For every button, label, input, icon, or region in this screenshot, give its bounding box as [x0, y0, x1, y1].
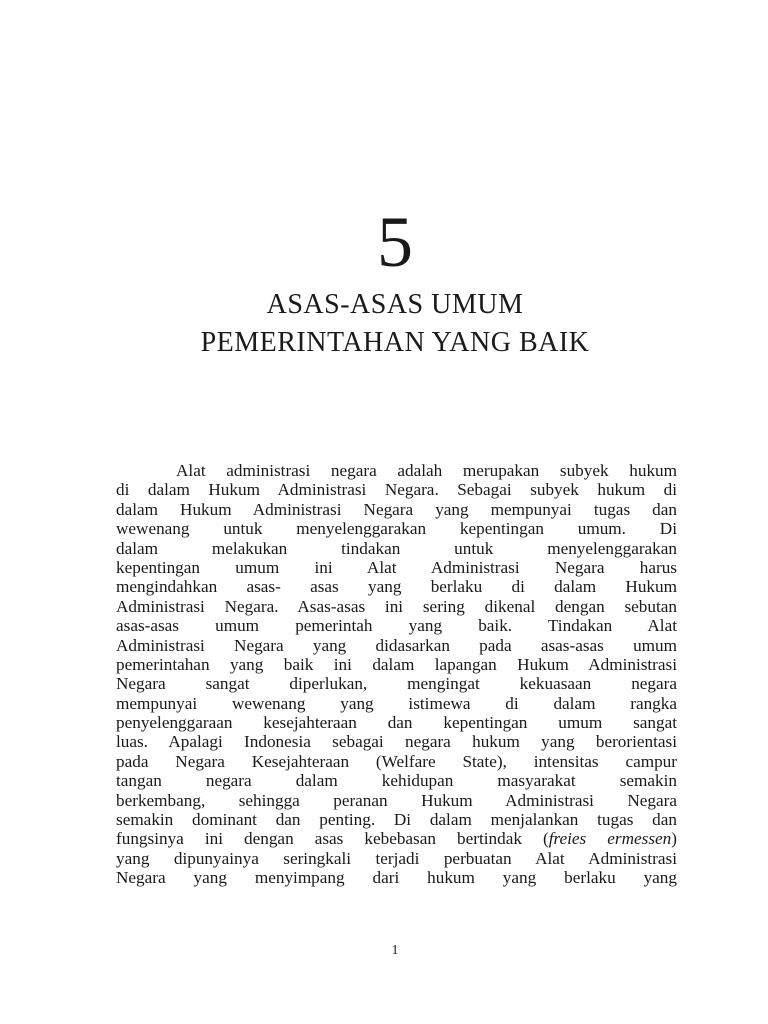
paragraph-line-fungsi — [116, 829, 677, 848]
fungsi-text-post: ) — [671, 829, 677, 849]
fungsi-text-pre: fungsinya ini dengan asas kebebasan bertindak ( — [116, 829, 549, 849]
page-number: 1 — [391, 943, 399, 958]
paragraph-line: pada Negara Kesejahteraan (Welfare State), intensitas campur — [116, 751, 677, 771]
chapter-title — [0, 286, 768, 362]
paragraph-line: berkembang, sehingga peranan Hukum Administrasi Negara — [116, 790, 677, 810]
paragraph-line: Administrasi Negara yang didasarkan pada asas-asas umum — [116, 635, 677, 655]
paragraph-line: Administrasi Negara. Asas-asas ini sering dikenal dengan sebutan — [116, 596, 677, 616]
paragraph-line: wewenang untuk menyelenggarakan kepentingan umum. Di — [116, 519, 677, 539]
paragraph-line: mengindahkan asas- asas yang berlaku di dalam Hukum — [116, 577, 677, 597]
paragraph-line: Negara yang menyimpang dari hukum yang berlaku yang — [116, 868, 677, 888]
paragraph-line: tangan negara dalam kehidupan masyarakat semakin — [116, 771, 677, 791]
paragraph-line: di dalam Hukum Administrasi Negara. Sebagai subyek hukum di — [116, 480, 677, 500]
paragraph-line: dalam melakukan tindakan untuk menyelenggarakan — [116, 538, 677, 558]
chapter-number: 5 — [377, 202, 413, 282]
paragraph-line: dalam Hukum Administrasi Negara yang mempunyai tugas dan — [116, 499, 677, 519]
paragraph-line: asas-asas umum pemerintah yang baik. Tindakan Alat — [116, 616, 677, 636]
chapter-title-line-1: ASAS-ASAS UMUM — [266, 289, 524, 320]
paragraph-line: yang dipunyainya seringkali terjadi perbuatan Alat Administrasi — [116, 848, 677, 868]
paragraph-line: semakin dominant dan penting. Di dalam menjalankan tugas dan — [116, 810, 677, 830]
paragraph-line: Alat administrasi negara adalah merupakan subyek hukum — [176, 461, 677, 480]
paragraph-line: Negara sangat diperlukan, mengingat kekuasaan negara — [116, 674, 677, 694]
body-paragraph — [116, 461, 677, 888]
paragraph-line: penyelenggaraan kesejahteraan dan kepentingan umum sangat — [116, 713, 677, 733]
paragraph-line: pemerintahan yang baik ini dalam lapangan Hukum Administrasi — [116, 654, 677, 674]
paragraph-line: mempunyai wewenang yang istimewa di dalam rangka — [116, 693, 677, 713]
freies-ermessen-term: freies ermessen — [548, 829, 672, 849]
paragraph-line: luas. Apalagi Indonesia sebagai negara hukum yang berorientasi — [116, 732, 677, 752]
paragraph-line: kepentingan umum ini Alat Administrasi Negara harus — [116, 557, 677, 577]
chapter-title-line-2: PEMERINTAHAN YANG BAIK — [200, 327, 590, 358]
